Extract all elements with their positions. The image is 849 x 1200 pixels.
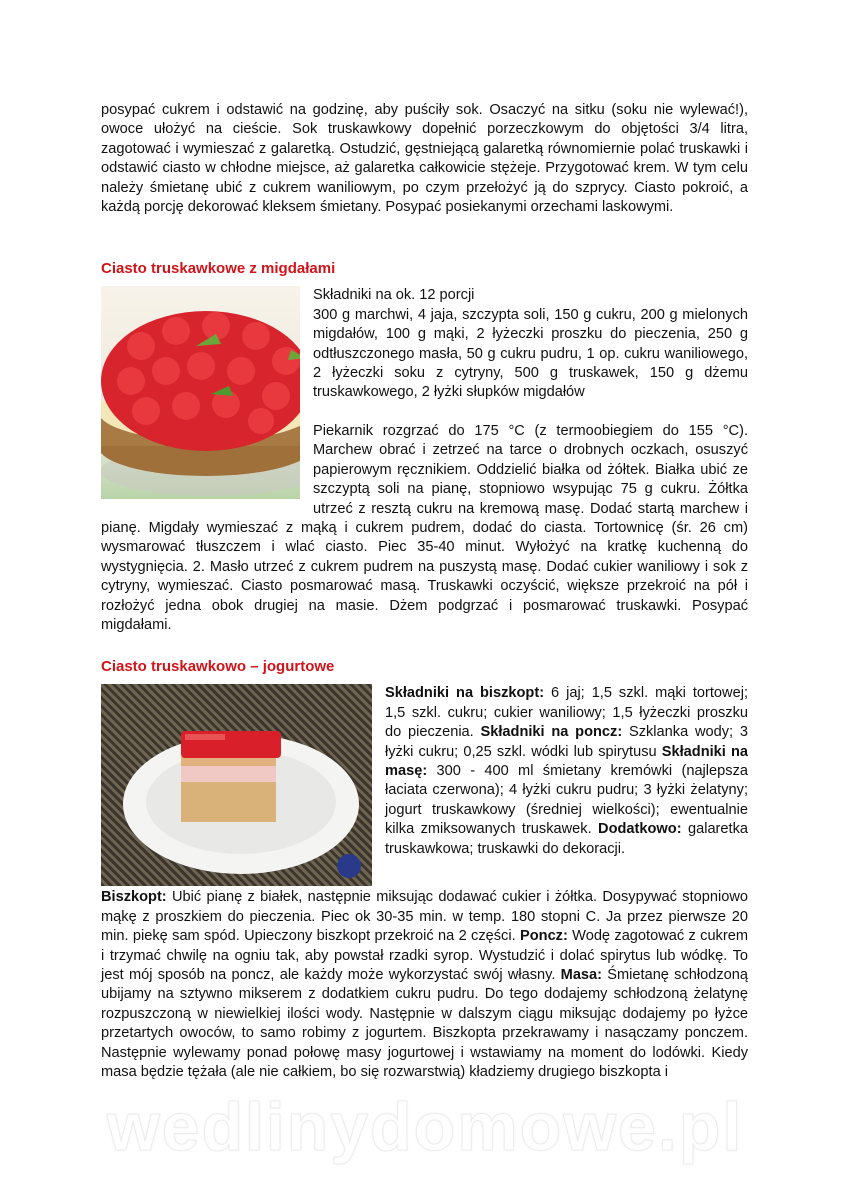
ingredients-mass: 300 - 400 ml śmietany kremówki (najlepsza łaciata czerwona); 4 łyżki cukru pudru; 3 łyżki żelatyny; jogurt truskawkowy (średniej wielkości); ewentualnie kilka zmiksowanych truskawek. (385, 762, 748, 838)
document-body (101, 101, 748, 1082)
intro-paragraph: posypać cukrem i odstawić na godzinę, aby puściły sok. Osaczyć na sitku (soku nie wylewać!), owoce ułożyć na cieście. Sok truskawkowy dopełnić porzeczkowym do objętości 3/4 litra, zagotować i wymieszać z galaretką. Ostudzić, gęstniejącą galaretką równomiernie polać truskawki i odstawić ciasto w chłodne miejsce, aż galaretka całkowicie stężeje. Przygotować krem. W tym celu należy śmietanę ubić z cukrem waniliowym, po czym przełożyć ją do szprycy. Ciasto pokroić, a każdą porcję dekorować kleksem śmietany. Posypać posiekanymi orzechami laskowymi. (101, 102, 748, 216)
recipe2-method (101, 888, 748, 1082)
label-extra: Dodatkowo: (598, 821, 682, 838)
label-mass-method: Masa: (560, 966, 603, 983)
ingredients-sponge: 6 jaj; 1,5 szkl. mąki tortowej; 1,5 szkl. cukru; cukier waniliowy; 1,5 łyżeczki proszku do pieczenia. (385, 685, 748, 741)
watermark: wedlinydomowe.pl (106, 1089, 744, 1165)
label-sponge-method: Biszkopt: (101, 889, 167, 906)
recipe1-method: Piekarnik rozgrzać do 175 °C (z termoobiegiem do 155 °C). Marchew obrać i zetrzeć na tarce o drobnych oczkach, osuszyć papierowym ręcznikiem. Oddzielić białka od żółtek. Białka ubić ze szczyptą soli na pianę, stopniowo wsypując 75 g cukru. Żółtka utrzeć z resztą cukru na kremową masę. Dodać startą marchew i pianę. Migdały wymieszać z mąką i cukrem pudrem, dodać do ciasta. Tortownicę (śr. 26 cm) wysmarować tłuszczem i wlać ciasto. Piec 35-40 minut. Wyłożyć na kratkę kuchenną do wystygnięcia. 2. Masło utrzeć z cukrem pudrem na puszystą masę. Dodać cukier waniliowy i sok z cytryny, wymieszać. Ciasto posmarować masą. Truskawki oczyścić, większe przekroić na pół i rozłożyć jedna obok drugiej na masie. Dżem podgrzać i posmarować truskawki. Posypać migdałami. (101, 422, 748, 633)
strawberry-yogurt-cake-photo (101, 684, 372, 886)
label-mass: Składniki na masę: (385, 743, 748, 779)
label-sponge: Składniki na biszkopt: (385, 685, 545, 702)
recipe-title-strawberry-yogurt: Ciasto truskawkowo – jogurtowe (101, 658, 335, 676)
strawberry-almond-cake-photo (101, 286, 300, 499)
recipe-title-strawberry-almond: Ciasto truskawkowe z migdałami (101, 260, 336, 278)
label-punch: Składniki na poncz: (480, 724, 623, 741)
ingredients-extra: galaretka truskawkowa; truskawki do dekoracji. (385, 821, 749, 857)
method-mass: Śmietanę schłodzoną ubijamy na sztywno mikserem z dodatkiem cukru pudru. Do tego dodajemy schłodzoną żelatynę rozpuszczoną w niewielkiej ilości wody. Następnie w dalszym ciągu miksując dodajemy po łyżce przetartych owoców, to samo robimy z jogurtem. Biszkopta przekrawamy i nasączamy ponczem. Następnie wylewamy ponad połowę masy jogurtowej i wstawiamy na moment do lodówki. Kiedy masa będzie tężała (ale nie całkiem, bo się rozwarstwią) kładziemy drugiego biszkopta i (101, 966, 748, 1080)
method-punch: Wodę zagotować z cukrem i trzymać chwilę na ogniu tak, aby powstał rzadki syrop. Wystudzić i dolać spirytus lub wódkę. To jest mój sposób na poncz, ale każdy może wykorzystać swój własny. (101, 928, 748, 983)
recipe1-ingredients: 300 g marchwi, 4 jaja, szczypta soli, 150 g cukru, 200 g mielonych migdałów, 100 g mąki, 2 łyżeczki proszku do pieczenia, 250 g odtłuszczonego masła, 50 g cukru pudru, 1 op. cukru waniliowego, 2 łyżeczki soku z cytryny, 500 g truskawek, 150 g dżemu truskawkowego, 2 łyżki słupków migdałów (313, 306, 748, 401)
recipe1-servings: Składniki na ok. 12 porcji (313, 287, 475, 304)
label-punch-method: Poncz: (520, 928, 568, 945)
ingredients-punch: Szklanka wody; 3 łyżki cukru; 0,25 szkl. wódki lub spirytusu (385, 724, 748, 760)
method-sponge: Ubić pianę z białek, następnie miksując dodawać cukier i żółtka. Dosypywać stopniowo mąkę z proszkiem do pieczenia. Piec ok 30-35 min. w temp. 180 stopni C. Ja przez pierwsze 20 min. piekę sam spód. Upieczony biszkopt przekroić na 2 części. (101, 889, 748, 945)
